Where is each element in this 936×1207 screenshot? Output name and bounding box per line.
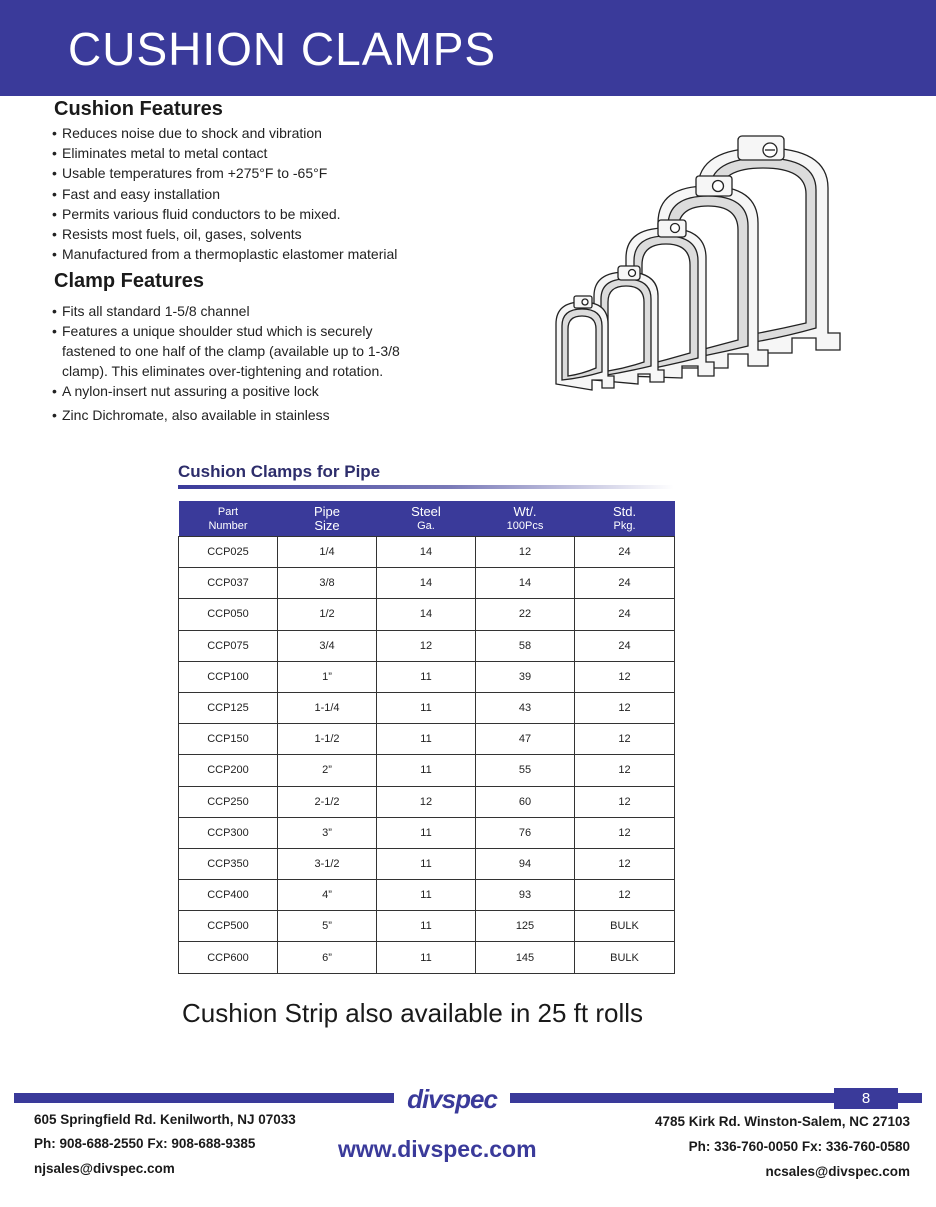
divspec-logo: divspec [394, 1082, 510, 1116]
std-pkg-cell: 12 [575, 817, 675, 848]
pipe-size-cell: 3/8 [278, 568, 377, 599]
list-item: • Resists most fuels, oil, gases, solvents [52, 224, 532, 244]
table-row [179, 755, 675, 786]
part-number-cell: CCP050 [179, 599, 278, 630]
left-address: 605 Springfield Rd. Kenilworth, NJ 07033 [34, 1112, 296, 1127]
steel-ga-cell: 11 [377, 724, 476, 755]
pipe-size-cell: 1/2 [278, 599, 377, 630]
website-link[interactable]: www.divspec.com [338, 1136, 537, 1162]
part-number-cell: CCP075 [179, 630, 278, 661]
std-pkg-cell: BULK [575, 911, 675, 942]
cushion-clamps-table [178, 501, 675, 974]
table-header-row [179, 501, 675, 537]
pipe-size-cell: 2” [278, 755, 377, 786]
list-item: • Features a unique shoulder stud which is securely fastened to one half of the clamp (available up to 1-3/8 clamp). This eliminates over-tightening and rotation. [52, 321, 424, 381]
weight-cell: 58 [476, 630, 575, 661]
part-number-cell: CCP100 [179, 661, 278, 692]
steel-ga-cell: 11 [377, 880, 476, 911]
page-number: 8 [834, 1088, 898, 1109]
std-pkg-cell: 12 [575, 755, 675, 786]
std-pkg-cell: 24 [575, 537, 675, 568]
pipe-size-cell: 1” [278, 661, 377, 692]
pipe-size-cell: 3-1/2 [278, 848, 377, 879]
cushion-features-title: Cushion Features [54, 98, 223, 120]
list-item: • Eliminates metal to metal contact [52, 143, 532, 163]
weight-cell: 76 [476, 817, 575, 848]
part-number-cell: CCP125 [179, 692, 278, 723]
steel-ga-cell: 12 [377, 786, 476, 817]
cushion-strip-note: Cushion Strip also available in 25 ft rolls [182, 998, 644, 1028]
table-row [179, 537, 675, 568]
weight-cell: 125 [476, 911, 575, 942]
list-item: • Fits all standard 1-5/8 channel [52, 301, 424, 321]
list-item: • Permits various fluid conductors to be mixed. [52, 204, 532, 224]
std-pkg-cell: 12 [575, 661, 675, 692]
steel-ga-cell: 11 [377, 755, 476, 786]
right-address: 4785 Kirk Rd. Winston-Salem, NC 27103 [655, 1114, 910, 1129]
list-item: • Manufactured from a thermoplastic elastomer material [52, 244, 532, 264]
part-number-cell: CCP200 [179, 755, 278, 786]
cushion-features-list [52, 123, 532, 264]
table-row [179, 661, 675, 692]
left-phone: Ph: 908-688-2550 Fx: 908-688-9385 [34, 1136, 256, 1151]
table-title-underline [178, 485, 674, 489]
weight-cell: 12 [476, 537, 575, 568]
table-title: Cushion Clamps for Pipe [178, 462, 381, 481]
part-number-cell: CCP150 [179, 724, 278, 755]
std-pkg-cell: 12 [575, 724, 675, 755]
steel-ga-cell: 11 [377, 692, 476, 723]
right-email: ncsales@divspec.com [765, 1164, 910, 1179]
pipe-size-cell: 4” [278, 880, 377, 911]
part-number-cell: CCP025 [179, 537, 278, 568]
column-header-pipe-size: Pipe Size [278, 501, 377, 537]
steel-ga-cell: 11 [377, 661, 476, 692]
steel-ga-cell: 11 [377, 848, 476, 879]
weight-cell: 93 [476, 880, 575, 911]
weight-cell: 94 [476, 848, 575, 879]
weight-cell: 39 [476, 661, 575, 692]
table-row [179, 786, 675, 817]
part-number-cell: CCP250 [179, 786, 278, 817]
table-row [179, 692, 675, 723]
steel-ga-cell: 14 [377, 537, 476, 568]
table-row [179, 817, 675, 848]
list-item: • Fast and easy installation [52, 184, 532, 204]
part-number-cell: CCP600 [179, 942, 278, 973]
std-pkg-cell: 12 [575, 692, 675, 723]
part-number-cell: CCP300 [179, 817, 278, 848]
steel-ga-cell: 11 [377, 942, 476, 973]
weight-cell: 43 [476, 692, 575, 723]
list-item: • Usable temperatures from +275°F to -65°F [52, 163, 532, 183]
part-number-cell: CCP037 [179, 568, 278, 599]
clamp-features-title: Clamp Features [54, 270, 205, 292]
table-row [179, 848, 675, 879]
table-row [179, 911, 675, 942]
right-phone: Ph: 336-760-0050 Fx: 336-760-0580 [688, 1139, 910, 1154]
table-row [179, 568, 675, 599]
clamp-features-list [52, 301, 424, 425]
column-header-std-pkg: Std. Pkg. [575, 501, 675, 537]
pipe-size-cell: 6” [278, 942, 377, 973]
list-item: • Reduces noise due to shock and vibration [52, 123, 532, 143]
column-header-part-number: Part Number [179, 501, 278, 537]
table-row [179, 630, 675, 661]
pipe-size-cell: 3/4 [278, 630, 377, 661]
cushion-clamps-illustration [548, 128, 848, 400]
std-pkg-cell: 24 [575, 630, 675, 661]
pipe-size-cell: 1-1/2 [278, 724, 377, 755]
table-row [179, 599, 675, 630]
weight-cell: 14 [476, 568, 575, 599]
list-item: • A nylon-insert nut assuring a positive lock [52, 381, 424, 401]
steel-ga-cell: 12 [377, 630, 476, 661]
weight-cell: 47 [476, 724, 575, 755]
list-item: • Zinc Dichromate, also available in stainless [52, 405, 424, 425]
steel-ga-cell: 11 [377, 911, 476, 942]
std-pkg-cell: 24 [575, 568, 675, 599]
page-title: CUSHION CLAMPS [68, 23, 497, 75]
std-pkg-cell: 12 [575, 786, 675, 817]
column-header-weight: Wt/. 100Pcs [476, 501, 575, 537]
table-row [179, 880, 675, 911]
std-pkg-cell: BULK [575, 942, 675, 973]
left-email: njsales@divspec.com [34, 1161, 175, 1176]
part-number-cell: CCP400 [179, 880, 278, 911]
header-banner [0, 0, 936, 96]
table-row [179, 724, 675, 755]
weight-cell: 55 [476, 755, 575, 786]
pipe-size-cell: 1-1/4 [278, 692, 377, 723]
std-pkg-cell: 24 [575, 599, 675, 630]
std-pkg-cell: 12 [575, 848, 675, 879]
pipe-size-cell: 5” [278, 911, 377, 942]
pipe-size-cell: 1/4 [278, 537, 377, 568]
part-number-cell: CCP500 [179, 911, 278, 942]
weight-cell: 22 [476, 599, 575, 630]
pipe-size-cell: 3” [278, 817, 377, 848]
steel-ga-cell: 14 [377, 599, 476, 630]
weight-cell: 145 [476, 942, 575, 973]
pipe-size-cell: 2-1/2 [278, 786, 377, 817]
part-number-cell: CCP350 [179, 848, 278, 879]
column-header-steel-ga: Steel Ga. [377, 501, 476, 537]
weight-cell: 60 [476, 786, 575, 817]
steel-ga-cell: 11 [377, 817, 476, 848]
table-row [179, 942, 675, 973]
std-pkg-cell: 12 [575, 880, 675, 911]
table-body [179, 537, 675, 974]
steel-ga-cell: 14 [377, 568, 476, 599]
